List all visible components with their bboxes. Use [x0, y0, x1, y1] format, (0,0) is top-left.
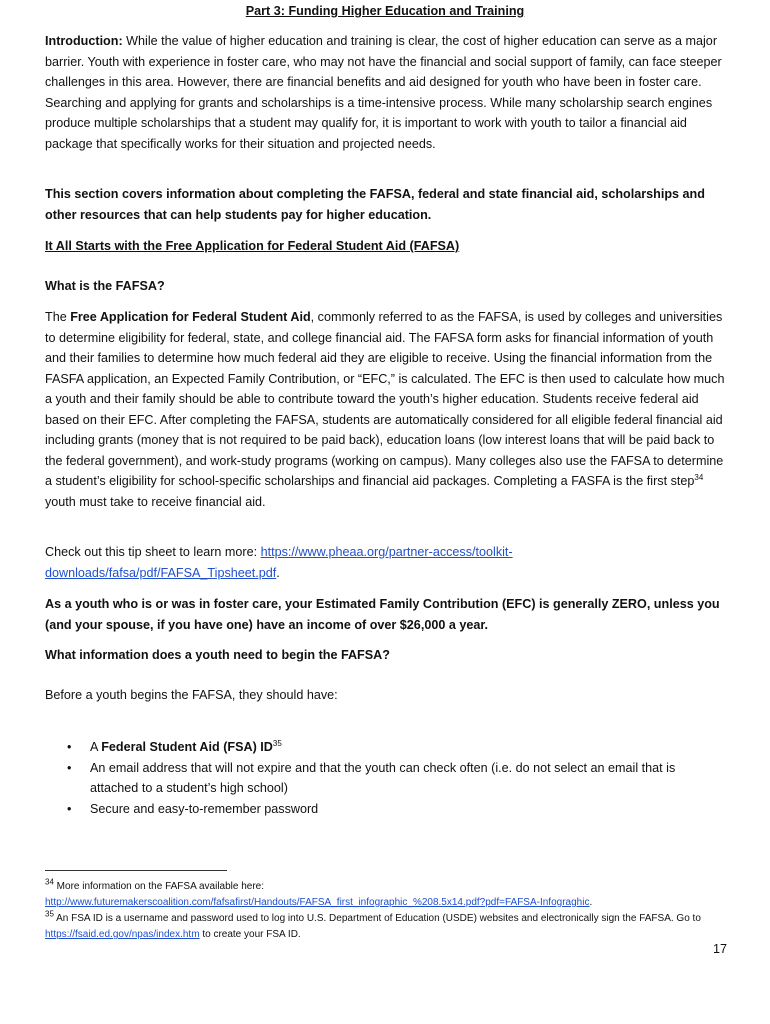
footnote-ref-34[interactable]: 34	[694, 472, 704, 482]
tip-sheet-link[interactable]: https://www.pheaa.org/partner-access/toolkit-downloads/fafsa/pdf/FAFSA_Tipsheet.pdf	[45, 545, 513, 580]
list-item	[45, 758, 725, 799]
footnote-separator	[45, 870, 227, 871]
footnotes	[45, 879, 725, 943]
requirements-list	[45, 737, 725, 819]
page-title: Part 3: Funding Higher Education and Training	[245, 4, 525, 18]
footnote-ref-35[interactable]: 35	[272, 738, 282, 748]
tip-sheet-paragraph	[45, 542, 725, 583]
footnote-35	[45, 911, 725, 943]
page-number: 17	[712, 942, 727, 956]
footnote-34	[45, 879, 725, 911]
tip-sheet-text: Check out this tip sheet to learn more:	[45, 545, 261, 559]
section-summary: This section covers information about completing the FAFSA, federal and state financial aid, scholarships and other resources that can help students pay for higher education.	[45, 187, 705, 222]
intro-paragraph	[45, 31, 725, 154]
info-heading: What information does a youth need to begin the FAFSA?	[45, 648, 390, 662]
efc-note: As a youth who is or was in foster care, your Estimated Family Contribution (EFC) is generally ZERO, unless you (and your spouse, if you have one) have an income of over $26,000 a year.	[45, 597, 720, 632]
footnote-number: 34	[45, 877, 54, 887]
intro-text: While the value of higher education and training is clear, the cost of higher education can serve as a major barrier. Youth with experience in foster care, who may not have the financial and social support of family, can face steeper challenges in this area. However, there are financial benefits and aid designed for youth who have been in foster care. Searching and applying for grants and scholarships is a time-intensive process. While many scholarship search engines produce multiple scholarships that a student may qualify for, it is important to work with youth to tailor a financial aid package that specifically works for their situation and projected needs.	[45, 34, 722, 151]
list-item	[45, 737, 725, 758]
fsaid-link[interactable]: https://fsaid.ed.gov/npas/index.htm	[45, 929, 200, 940]
list-item-password: Secure and easy-to-remember password	[90, 801, 319, 816]
tip-sheet-end: .	[276, 565, 280, 580]
intro-label: Introduction:	[45, 34, 123, 48]
list-item	[45, 799, 725, 820]
bullet-marker: •	[67, 740, 72, 754]
list-item-prefix: A	[90, 740, 102, 754]
fafsa-paragraph	[45, 307, 725, 512]
list-item-email: An email address that will not expire and that the youth can check often (i.e. do not select an email that is attached to a student’s high school)	[90, 760, 676, 795]
fafsa-body: , commonly referred to as the FAFSA, is used by colleges and universities to determine eligibility for federal, state, and college financial aid. The FAFSA form asks for financial information of youth and their families to determine how much federal aid they are eligible to receive. Using the financial information from the FASFA application, an Expected Family Contribution, or “EFC,” is calculated. The EFC is then used to calculate how much a youth and their family should be able to contribute toward the youth’s higher education. Students receive federal aid based on their EFC. After completing the FAFSA, students are automatically considered for all eligible federal financial aid including grants (money that is not required to be paid back), education loans (low interest loans that will be paid back to the federal government), and work-study programs (working on campus). Many colleges also use the FAFSA to determine a student’s eligibility for school-specific scholarships and financial aid packages. Completing a FASFA is the first step	[45, 310, 725, 488]
footnote-text: An FSA ID is a username and password used to log into U.S. Department of Education (USDE) websites and electronically sign the FAFSA. Go to	[53, 913, 701, 924]
bullet-marker: •	[67, 801, 72, 816]
footnote-end: to create your FSA ID.	[199, 929, 301, 940]
footnote-end: .	[589, 897, 593, 908]
what-is-fafsa-heading: What is the FAFSA?	[45, 279, 165, 293]
fafsa-heading: It All Starts with the Free Application for Federal Student Aid (FAFSA)	[45, 239, 460, 253]
fafsa-tail: youth must take to receive financial aid.	[45, 494, 266, 509]
list-item-fsa-id: Federal Student Aid (FSA) ID	[101, 740, 273, 754]
infographic-link[interactable]: http://www.futuremakerscoalition.com/fafsafirst/Handouts/FAFSA_first_infographic_%208.5x14.pdf?pdf=FAFSA-Infograghic	[45, 897, 590, 908]
bullet-marker: •	[67, 760, 72, 775]
footnote-text: More information on the FAFSA available here:	[53, 881, 265, 892]
before-text: Before a youth begins the FAFSA, they should have:	[45, 688, 338, 702]
fafsa-name: Free Application for Federal Student Aid	[70, 310, 311, 324]
fafsa-lead: The	[45, 310, 71, 324]
footnote-number: 35	[45, 909, 54, 919]
